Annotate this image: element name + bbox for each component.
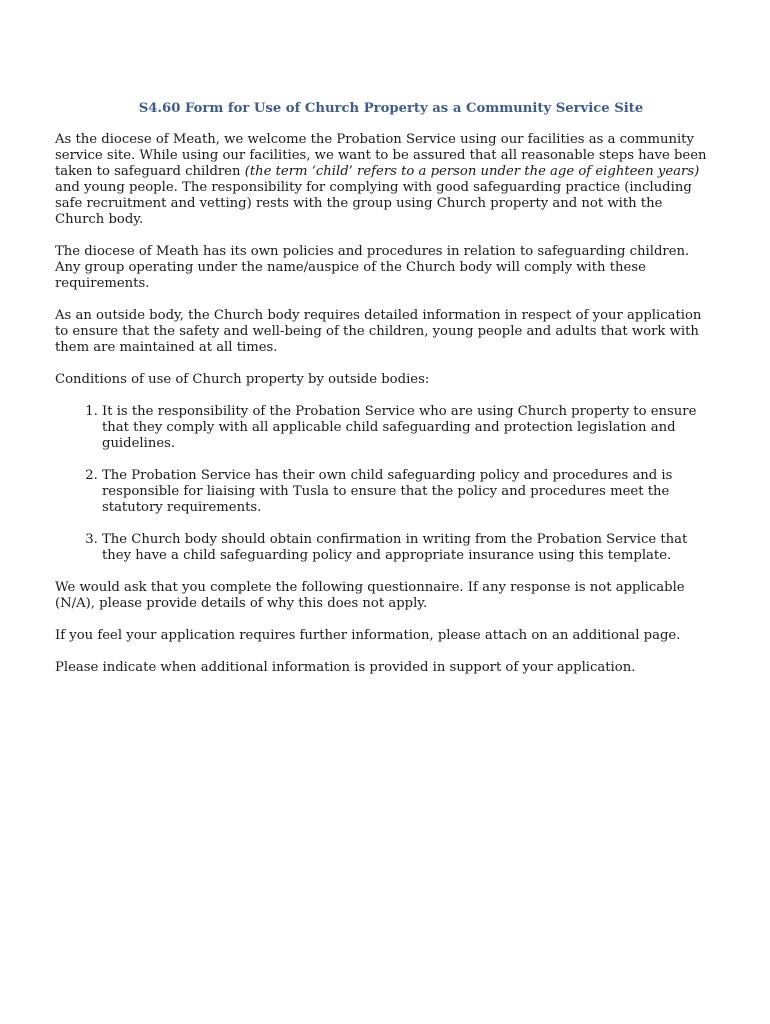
conditions-heading: Conditions of use of Church property by outside bodies: — [55, 372, 430, 387]
condition-item: 2. The Probation Service has their own child safeguarding policy and procedures and is responsible for liaising with Tusla to ensure that the policy and procedures meet the statutory requirements. — [102, 468, 715, 516]
policies-paragraph: The diocese of Meath has its own policies and procedures in relation to safeguarding children. Any group operating under the name/auspice of the Church body will comply with these requirements. — [55, 244, 690, 291]
document-title: S4.60 Form for Use of Church Property as a Community Service Site — [138, 101, 644, 116]
intro-text-start: As the diocese of Meath, we welcome the Probation Service using our facilities as a community service site. While using our facilities, we want to be assured that all reasonable steps have been taken to safeguard children — [55, 132, 707, 179]
document-page — [55, 100, 715, 692]
intro-text-end: and young people. The responsibility for complying with good safeguarding practice (including safe recruitment and vetting) rests with the group using Church property and not with the Church body. — [55, 180, 692, 227]
further-info-paragraph: If you feel your application requires further information, please attach on an additional page. — [55, 628, 681, 643]
condition-item: 1. It is the responsibility of the Probation Service who are using Church property to ensure that they comply with all applicable child safeguarding and protection legislation and guidelines. — [102, 404, 715, 452]
intro-paragraph — [55, 132, 715, 228]
requirements-paragraph: As an outside body, the Church body requires detailed information in respect of your application to ensure that the safety and well-being of the children, young people and adults that work with them are maintained at all times. — [55, 308, 702, 355]
child-definition: (the term ‘child’ refers to a person under the age of eighteen years) — [244, 164, 700, 179]
conditions-list — [55, 404, 715, 564]
questionnaire-paragraph: We would ask that you complete the following questionnaire. If any response is not applicable (N/A), please provide details of why this does not apply. — [55, 580, 685, 611]
additional-info-paragraph: Please indicate when additional information is provided in support of your application. — [55, 660, 636, 675]
condition-item: 3. The Church body should obtain confirmation in writing from the Probation Service that they have a child safeguarding policy and appropriate insurance using this template. — [102, 532, 715, 564]
